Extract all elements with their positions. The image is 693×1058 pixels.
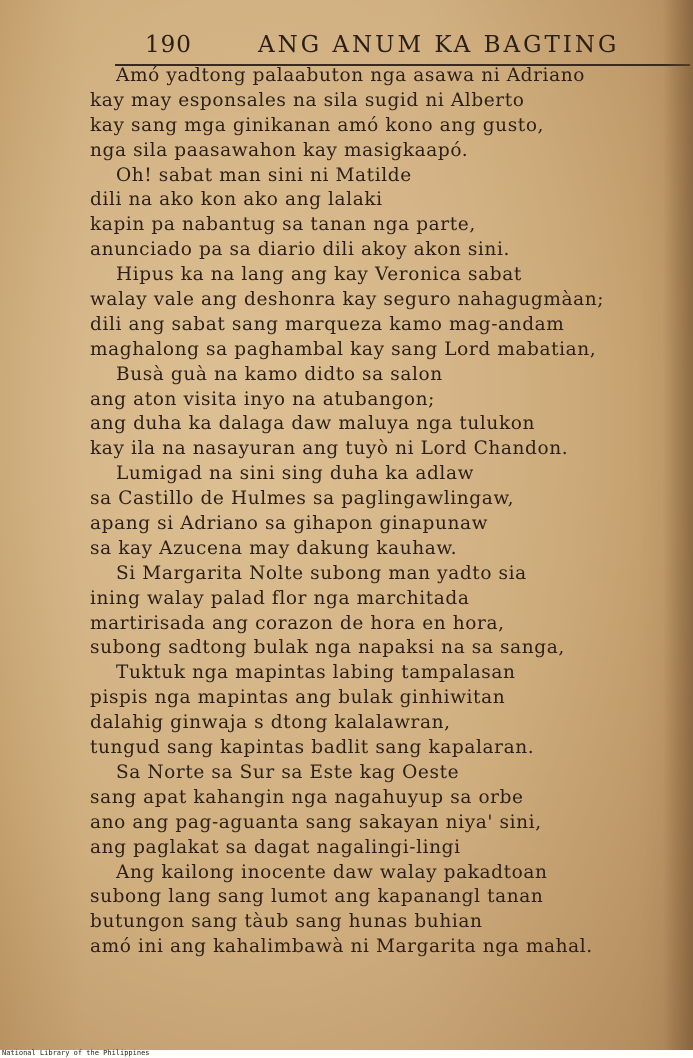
- poem-line: Si Margarita Nolte subong man yadto sia: [116, 562, 527, 584]
- poem-line: maghalong sa paghambal kay sang Lord mabatian,: [90, 338, 597, 360]
- poem-line: pispis nga mapintas ang bulak ginhiwitan: [90, 687, 506, 709]
- poem-line: Hipus ka na lang ang kay Veronica sabat: [116, 264, 522, 286]
- poem-line: Oh! sabat man sini ni Matilde: [116, 164, 412, 186]
- poem-line: sa Castillo de Hulmes sa paglingawlingaw,: [90, 488, 515, 510]
- poem-line: dili na ako kon ako ang lalaki: [90, 189, 383, 211]
- poem-line: ang paglakat sa dagat nagalingi-lingi: [90, 836, 461, 858]
- poem-line: nga sila paasawahon kay masigkaapó.: [90, 139, 469, 161]
- poem-line: Sa Norte sa Sur sa Este kag Oeste: [116, 761, 460, 783]
- poem-line: butungon sang tàub sang hunas buhian: [90, 911, 483, 933]
- running-header: [115, 30, 690, 66]
- poem-line: ang aton visita inyo na atubangon;: [90, 388, 436, 410]
- poem-line: subong lang sang lumot ang kapanangl tanan: [90, 886, 544, 908]
- library-credit: National Library of the Philippines: [2, 1049, 150, 1057]
- poem-line: Ang kailong inocente daw walay pakadtoan: [116, 861, 548, 883]
- poem-line: Busà guà na kamo didto sa salon: [116, 363, 443, 385]
- poem-line: kay ila na nasayuran ang tuyò ni Lord Chandon.: [90, 438, 569, 460]
- poem-line: sa kay Azucena may dakung kauhaw.: [90, 537, 458, 559]
- poem-line: tungud sang kapintas badlit sang kapalaran.: [90, 737, 535, 759]
- poem-line: dalahig ginwaja s dtong kalalawran,: [90, 712, 451, 734]
- poem-line: subong sadtong bulak nga napaksi na sa sanga,: [90, 637, 565, 659]
- poem-line: ining walay palad flor nga marchitada: [90, 587, 470, 609]
- poem-line: Amó yadtong palaabuton nga asawa ni Adriano: [116, 65, 585, 86]
- poem-line: amó ini ang kahalimbawà ni Margarita nga mahal.: [90, 936, 593, 958]
- poem-text: [90, 64, 675, 960]
- poem-line: sang apat kahangin nga nagahuyup sa orbe: [90, 786, 524, 808]
- poem-line: Tuktuk nga mapintas labing tampalasan: [116, 662, 516, 684]
- poem-line: dili ang sabat sang marqueza kamo mag-andam: [90, 313, 565, 335]
- poem-line: kay may esponsales na sila sugid ni Alberto: [90, 89, 525, 111]
- poem-line: kay sang mga ginikanan amó kono ang gusto,: [90, 114, 545, 136]
- poem-line: Lumigad na sini sing duha ka adlaw: [116, 463, 475, 485]
- poem-line: martirisada ang corazon de hora en hora,: [90, 612, 505, 634]
- poem-line: anunciado pa sa diario dili akoy akon sini.: [90, 239, 510, 261]
- poem-line: kapin pa nabantug sa tanan nga parte,: [90, 214, 476, 236]
- footer-strip: [0, 1050, 693, 1058]
- page-number: 190: [145, 32, 192, 58]
- poem-line: ano ang pag-aguanta sang sakayan niya' sini,: [90, 811, 542, 833]
- book-title: ANG ANUM KA BAGTING: [258, 32, 620, 58]
- poem-line: ang duha ka dalaga daw maluya nga tulukon: [90, 413, 536, 435]
- poem-line: walay vale ang deshonra kay seguro nahagugmàan;: [90, 289, 605, 311]
- poem-line: apang si Adriano sa gihapon ginapunaw: [90, 513, 489, 535]
